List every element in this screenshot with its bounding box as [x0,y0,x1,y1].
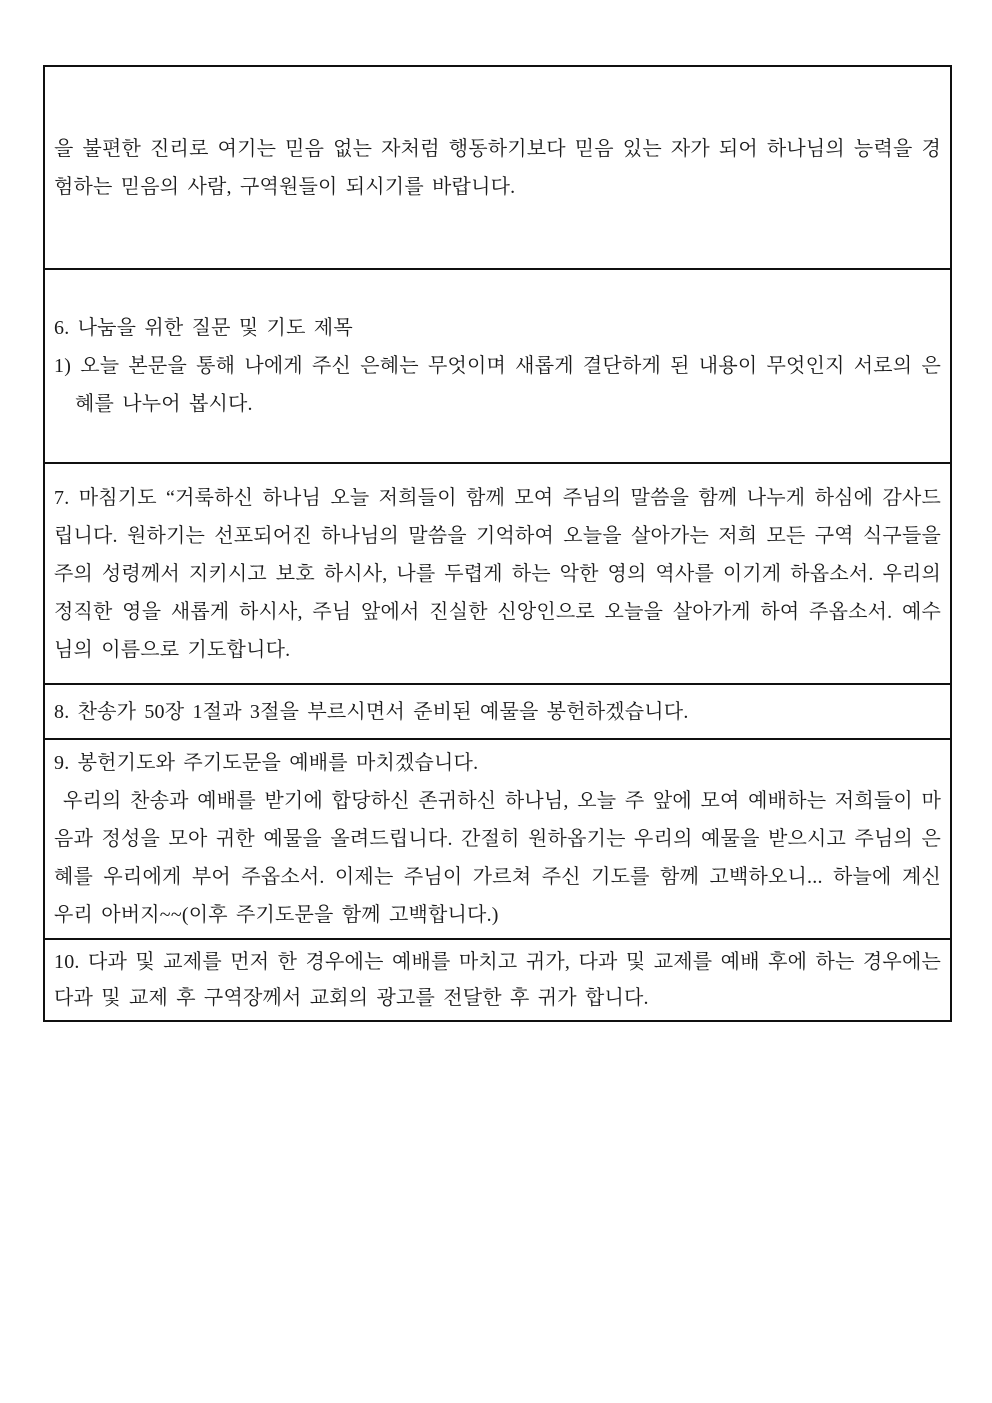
question-item: 1) 오늘 본문을 통해 나에게 주신 은혜는 무엇이며 새롭게 결단하게 된 내용이 무엇인지 서로의 은혜를 나누어 봅시다. [54,355,941,415]
paragraph: 10. 다과 및 교제를 먼저 한 경우에는 예배를 마치고 귀가, 다과 및 교제를 예배 후에 하는 경우에는 다과 및 교제 후 구역장께서 교회의 광고를 전달한 후 귀가 합니다. [54,951,941,1009]
table-row [44,269,951,463]
row-fellowship-dismissal [44,939,951,1021]
row-offering-prayer [44,739,951,939]
section-heading: 9. 봉헌기도와 주기도문을 예배를 마치겠습니다. [54,752,479,774]
prayer-body: 우리의 찬송과 예배를 받기에 합당하신 존귀하신 하나님, 오늘 주 앞에 모여 예배하는 저희들이 마음과 정성을 모아 귀한 예물을 올려드립니다. 간절히 원하옵기는 우리의 예물을 받으시고 주님의 은혜를 우리에게 부어 주옵소서. 이제는 주님이 가르쳐 주신 기도를 함께 고백하오니... 하늘에 계신 우리 아버지~~(이후 주기도문을 함께 고백합니다.) [54,790,941,926]
row-sharing-questions [44,269,951,463]
table-row [44,739,951,939]
table-row [44,684,951,739]
table-row [44,939,951,1021]
row-offering-hymn [44,684,951,739]
row-closing-prayer [44,463,951,684]
paragraph: 을 불편한 진리로 여기는 믿음 없는 자처럼 행동하기보다 믿음 있는 자가 되어 하나님의 능력을 경험하는 믿음의 사람, 구역원들이 되시기를 바랍니다. [54,137,941,198]
paragraph: 8. 찬송가 50장 1절과 3절을 부르시면서 준비된 예물을 봉헌하겠습니다. [54,700,689,723]
paragraph: 7. 마침기도 “거룩하신 하나님 오늘 저희들이 함께 모여 주님의 말씀을 함께 나누게 하심에 감사드립니다. 원하기는 선포되어진 하나님의 말씀을 기억하여 오늘을 살아가는 저희 모든 구역 식구들을 주의 성령께서 지키시고 보호 하시사, 나를 두렵게 하는 악한 영의 역사를 이기게 하옵소서. 우리의 정직한 영을 새롭게 하시사, 주님 앞에서 진실한 신앙인으로 오늘을 살아가게 하여 주옵소서. 예수님의 이름으로 기도합니다. [54,486,941,661]
row-continued-exhortation [44,66,951,269]
worship-order-table [43,65,952,1022]
table-row [44,66,951,269]
table-row [44,463,951,684]
section-heading: 6. 나눔을 위한 질문 및 기도 제목 [54,317,353,339]
